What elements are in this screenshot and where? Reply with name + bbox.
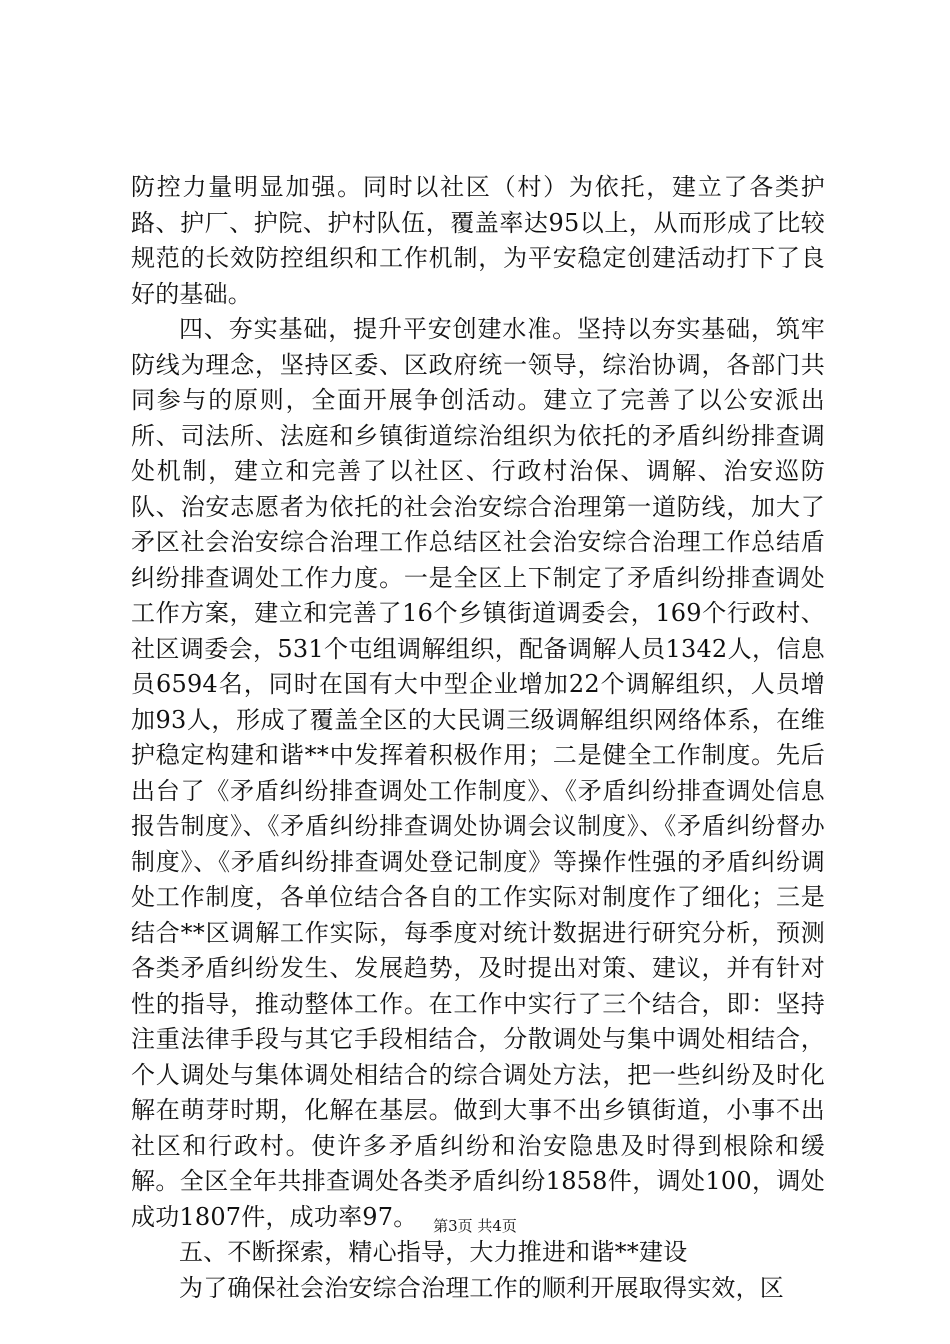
paragraph-section-four: 四、夯实基础，提升平安创建水准。坚持以夯实基础，筑牢防线为理念，坚持区委、区政府统一领导，综治协调，各部门共同参与的原则，全面开展争创活动。建立了完善了以公安派出所、司法所、法庭和乡镇街道综治组织为依托的矛盾纠纷排查调处机制，建立和完善了以社区、行政村治保、调解、治安巡防队、治安志愿者为依托的社会治安综合治理第一道防线，加大了矛区社会治安综合治理工作总结区社会治安综合治理工作总结盾纠纷排查调处工作力度。一是全区上下制定了矛盾纠纷排查调处工作方案，建立和完善了16个乡镇街道调委会，169个行政村、社区调委会，531个屯组调解组织，配备调解人员1342人，信息员6594名，同时在国有大中型企业增加22个调解组织，人员增加93人，形成了覆盖全区的大民调三级调解组织网络体系，在维护稳定构建和谐**中发挥着积极作用；二是健全工作制度。先后出台了《矛盾纠纷排查调处工作制度》、《矛盾纠纷排查调处信息报告制度》、《矛盾纠纷排查调处协调会议制度》、《矛盾纠纷督办制度》、《矛盾纠纷排查调处登记制度》等操作性强的矛盾纠纷调处工作制度，各单位结合各自的工作实际对制度作了细化；三是结合**区调解工作实际，每季度对统计数据进行研究分析，预测各类矛盾纠纷发生、发展趋势，及时提出对策、建议，并有针对性的指导，推动整体工作。在工作中实行了三个结合，即：坚持注重法律手段与其它手段相结合，分散调处与集中调处相结合，个人调处与集体调处相结合的综合调处方法，把一些纠纷及时化解在萌芽时期，化解在基层。做到大事不出乡镇街道，小事不出社区和行政村。使许多矛盾纠纷和治安隐患及时得到根除和缓解。全区全年共排查调处各类矛盾纠纷1858件，调处100，调处成功1807件，成功率97。	[131, 315, 825, 1231]
document-body	[131, 170, 825, 1306]
section-five-heading: 五、不断探索，精心指导，大力推进和谐**建设	[179, 1238, 688, 1266]
paragraph-section-five-intro: 为了确保社会治安综合治理工作的顺利开展取得实效，区	[179, 1273, 784, 1302]
page-number-footer: 第3页 共4页	[433, 1217, 517, 1235]
paragraph-prevention-forces: 防控力量明显加强。同时以社区（村）为依托，建立了各类护路、护厂、护院、护村队伍，覆盖率达95以上，从而形成了比较规范的长效防控组织和工作机制，为平安稳定创建活动打下了良好的基础。	[131, 173, 825, 308]
